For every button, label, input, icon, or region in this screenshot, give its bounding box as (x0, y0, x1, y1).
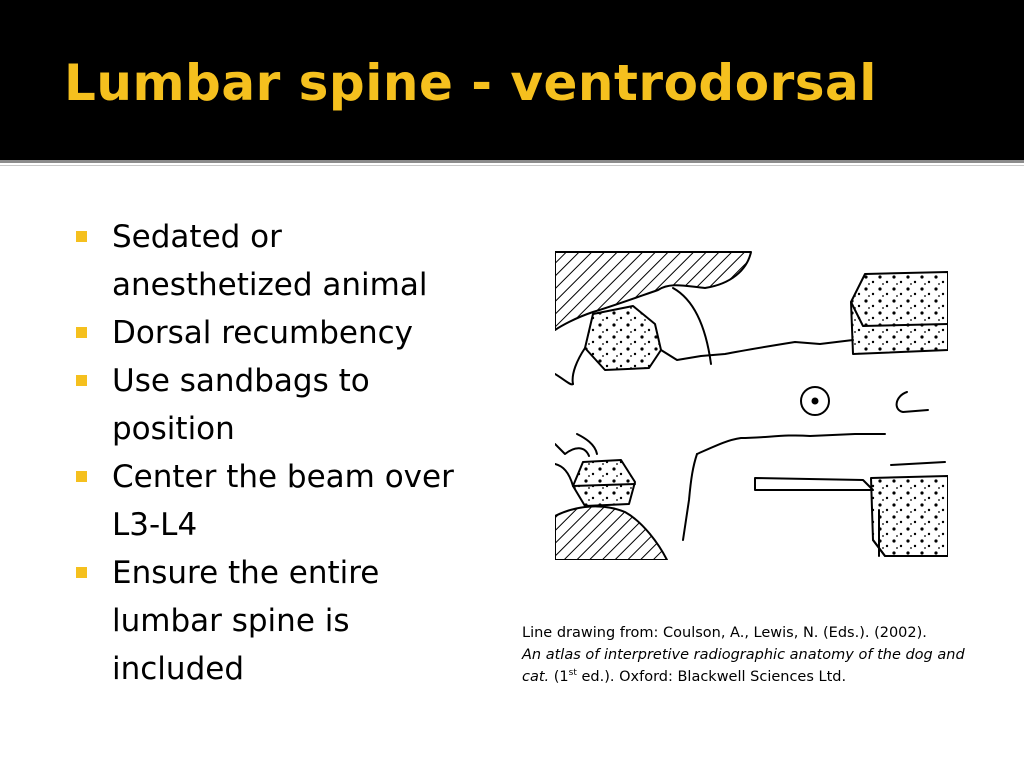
slide-title: Lumbar spine - ventrodorsal (64, 54, 877, 112)
bullet-square-icon (76, 375, 87, 386)
caption-book-title: An atlas of interpretive radiographic anatomy of the dog and cat. (522, 647, 965, 685)
bullet-square-icon (76, 567, 87, 578)
bullet-text: Ensure the entire lumbar spine is included (112, 555, 380, 687)
caption-edition-prefix: (1 (549, 669, 569, 685)
spine-line-drawing (555, 250, 948, 560)
caption-publisher: ed.). Oxford: Blackwell Sciences Ltd. (576, 669, 847, 685)
bullet-text: Dorsal recumbency (112, 315, 414, 351)
bullet-item (76, 453, 486, 549)
figure-caption (522, 622, 992, 688)
bullet-text: Sedated or anesthetized animal (112, 219, 428, 303)
bullet-text: Center the beam over L3-L4 (112, 459, 454, 543)
caption-edition-superscript: st (568, 668, 577, 679)
header-divider-thin (0, 165, 1024, 166)
bullet-list (76, 213, 486, 693)
header-divider (0, 160, 1024, 163)
bullet-item (76, 357, 486, 453)
bullet-item (76, 549, 486, 693)
bullet-square-icon (76, 327, 87, 338)
bullet-square-icon (76, 231, 87, 242)
bullet-text: Use sandbags to position (112, 363, 370, 447)
caption-source: Line drawing from: Coulson, A., Lewis, N. (Eds.). (2002). (522, 625, 927, 641)
bullet-item (76, 309, 486, 357)
title-bar (0, 0, 1024, 160)
bullet-square-icon (76, 471, 87, 482)
bullet-item (76, 213, 486, 309)
